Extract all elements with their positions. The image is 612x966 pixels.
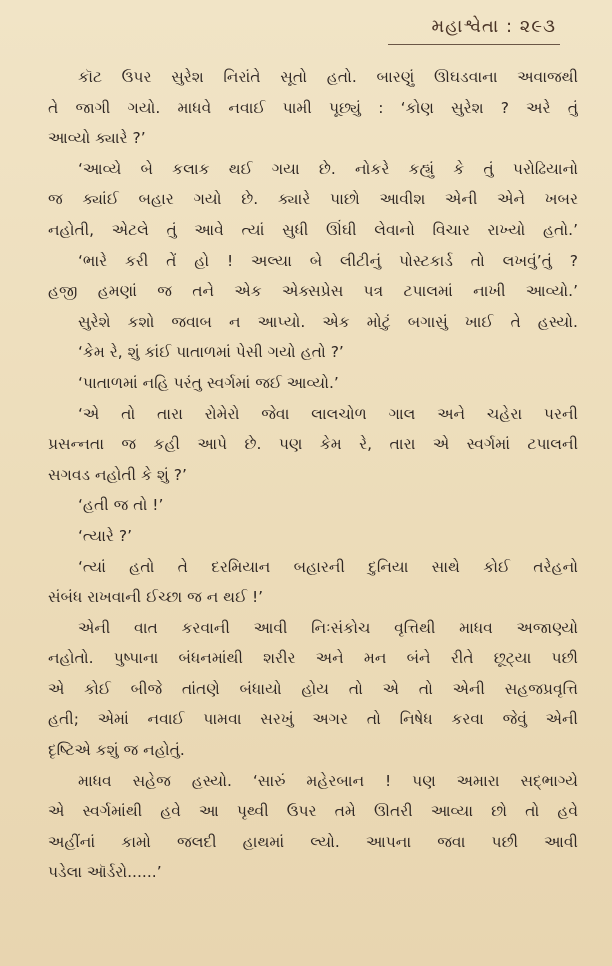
text-line: ‘ત્યાં હતો તે દરમિયાન બહારની દુનિયા સાથે કોઈ તરેહનો [78, 557, 578, 576]
text-line: ‘આવ્યે બે કલાક થઈ ગયા છે. નોકરે કહ્યું કે તું પરોઢિયાનો [78, 159, 578, 178]
text-line: હજી હમણાં જ તને એક એક્સપ્રેસ પત્ર ટપાલમાં નાખી આવ્યો.’ [48, 282, 578, 301]
text-line: ‘ભારે કરી તેં હો ! અલ્યા બે લીટીનું પોસ્ટકાર્ડ તો લખવું’તું ? [78, 251, 578, 270]
text-line: એ સ્વર્ગમાંથી હવે આ પૃથ્વી ઉપર તમે ઊતરી આવ્યા છો તો હવે [48, 802, 578, 821]
text-line: પ્રસન્નતા જ કહી આપે છે. પણ કેમ રે, તારા એ સ્વર્ગમાં ટપાલની [48, 435, 578, 454]
text-line: ‘પાતાળમાં નહિ પરંતુ સ્વર્ગમાં જઈ આવ્યો.’ [78, 373, 339, 392]
text-line: માધવ સહેજ હસ્યો. ‘સારું મહેરબાન ! પણ અમારા સદ્ભાગ્યે [78, 771, 578, 790]
header-underline [388, 44, 560, 45]
text-line: ‘ત્યારે ?’ [78, 526, 132, 545]
text-line: સગવડ નહોતી કે શું ?’ [48, 465, 187, 484]
text-line: સંબંધ રાખવાની ઈચ્છા જ ન થઈ !’ [48, 588, 264, 607]
text-line: ‘હતી જ તો !’ [78, 496, 164, 515]
text-line: ‘કેમ રે, શું કાંઈ પાતાળમાં પેસી ગયો હતો ?’ [78, 343, 344, 362]
text-line: દૃષ્ટિએ કશું જ નહોતું. [48, 741, 185, 760]
text-line: હતી; એમાં નવાઈ પામવા સરખું અગર તો નિષેધ કરવા જેવું એની [48, 710, 578, 729]
text-line: એ કોઈ બીજે તાંતણે બંધાયો હોય તો એ તો એની સહજપ્રવૃત્તિ [48, 679, 578, 698]
text-line: નહોતો. પુષ્પાના બંધનમાંથી શરીર અને મન બંને રીતે છૂટ્યા પછી [48, 649, 578, 668]
text-line: સુરેશે કશો જવાબ ન આપ્યો. એક મોટું બગાસું ખાઈ તે હસ્યો. [78, 312, 578, 331]
running-header: મહાશ્વેતા : ૨૯૩ [431, 16, 556, 37]
text-line: ‘એ તો તારા રોમેરો જેવા લાલચોળ ગાલ અને ચહેરા પરની [78, 404, 578, 423]
text-line: અહીંનાં કામો જલદી હાથમાં લ્યો. આપના જવા પછી આવી [48, 832, 578, 851]
text-line: આવ્યો ક્યારે ?’ [48, 129, 146, 148]
body-text [48, 62, 578, 888]
text-line: જ ક્યાંઈ બહાર ગયો છે. ક્યારે પાછો આવીશ એની એને ખબર [48, 190, 578, 209]
text-line: પડેલા ઑર્ડરો......’ [48, 863, 162, 882]
text-line: તે જાગી ગયો. માધવે નવાઈ પામી પૂછ્યું : ‘કોણ સુરેશ ? અરે તું [48, 98, 578, 117]
text-line: કૉટ ઉપર સુરેશ નિરાંતે સૂતો હતો. બારણું ઊઘડવાના અવાજથી [78, 68, 578, 86]
text-line: નહોતી, એટલે તું આવે ત્યાં સુધી ઊંઘી લેવાનો વિચાર રાખ્યો હતો.’ [48, 220, 578, 239]
text-line: એની વાત કરવાની આવી નિઃસંકોચ વૃત્તિથી માધવ અજાણ્યો [78, 618, 578, 637]
